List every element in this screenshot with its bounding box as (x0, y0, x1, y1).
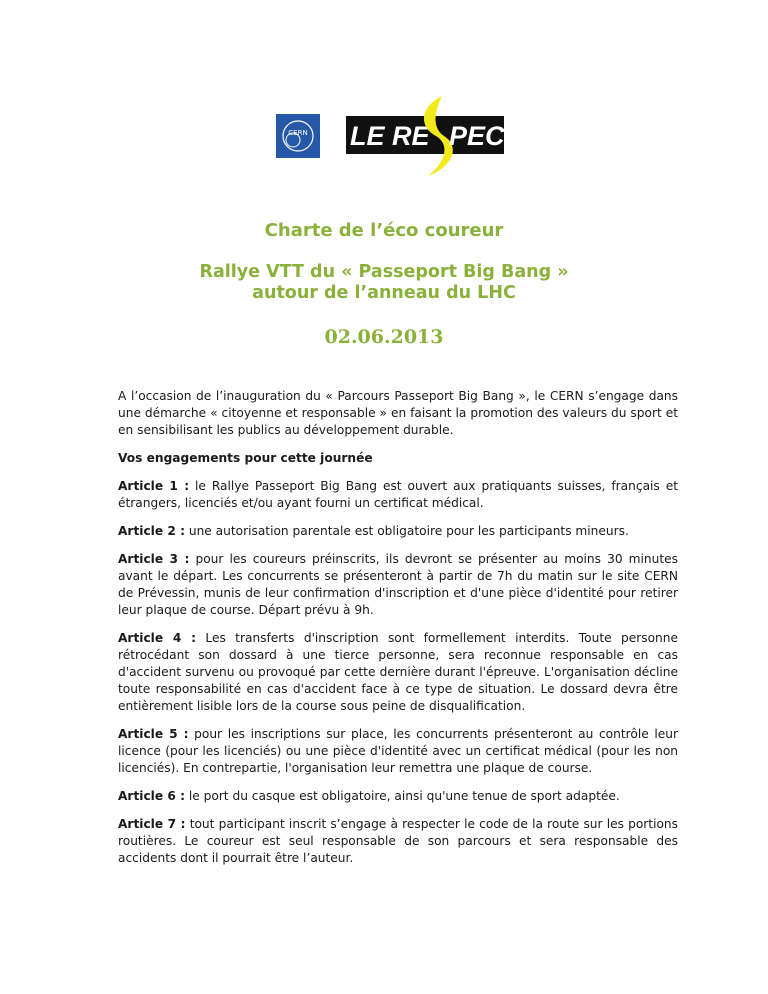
article-text: le Rallye Passeport Big Bang est ouvert aux pratiquants suisses, français et étrangers, licenciés et/ou ayant fourni un certificat médical. (118, 479, 678, 510)
article-text: tout participant inscrit s’engage à respecter le code de la route sur les portions routières. Le coureur est seul responsable de son parcours et sera responsable des accidents dont il pourrait être l’auteur. (118, 817, 678, 865)
article-label: Article 1 : (118, 479, 190, 493)
cern-emblem-icon (279, 117, 317, 155)
article-label: Article 2 : (118, 524, 185, 538)
article-label: Article 4 : (118, 631, 196, 645)
rally-title-line1: Rallye VTT du « Passeport Big Bang » (199, 262, 569, 282)
article-4 (118, 630, 678, 715)
article-text: pour les inscriptions sur place, les concurrents présenteront au contrôle leur licence (pour les licenciés) ou une pièce d'identité avec un certificat médical (pour les non licenciés). En contrepartie, l'organisation leur remettra une plaque de course. (118, 727, 678, 775)
article-2 (118, 523, 678, 540)
engagements-heading: Vos engagements pour cette journée (118, 451, 373, 465)
respect-logo-right: PECT (449, 121, 522, 151)
rally-title-line2: autour de l’anneau du LHC (252, 283, 516, 303)
article-text: une autorisation parentale est obligatoire pour les participants mineurs. (184, 524, 629, 538)
title-block (0, 220, 768, 348)
article-text: Les transferts d'inscription sont formellement interdits. Toute personne rétrocédant son dossard à une tierce personne, sera reconnue responsable en cas d'accident survenu ou provoqué par cette dernière durant l'épreuve. L'organisation décline toute responsabilité en cas d'accident face à ce type de situation. Le dossard devra être entièrement lisible lors de la course sous peine de disqualification. (118, 631, 678, 713)
article-label: Article 3 : (118, 552, 190, 566)
respect-logo-left: LE RE (350, 121, 430, 151)
article-text: le port du casque est obligatoire, ainsi qu'une tenue de sport adaptée. (184, 789, 620, 803)
event-date: 02.06.2013 (324, 326, 444, 348)
charter-title: Charte de l’éco coureur (264, 220, 504, 241)
article-1 (118, 478, 678, 512)
cern-logo (276, 114, 320, 158)
intro-paragraph: A l’occasion de l’inauguration du « Parcours Passeport Big Bang », le CERN s’engage dans une démarche « citoyenne et responsable » en faisant la promotion des valeurs du sport et en sensibilisant les publics au développement durable. (118, 389, 678, 437)
article-6 (118, 788, 678, 805)
article-5 (118, 726, 678, 777)
article-label: Article 6 : (118, 789, 185, 803)
cern-logo-text: CERN (288, 129, 308, 137)
respect-logo (346, 96, 522, 178)
article-label: Article 7 : (118, 817, 186, 831)
logo-bar (0, 96, 768, 186)
document-body (118, 388, 678, 878)
article-7 (118, 816, 678, 867)
article-3 (118, 551, 678, 619)
article-label: Article 5 : (118, 727, 189, 741)
article-text: pour les coureurs préinscrits, ils devront se présenter au moins 30 minutes avant le départ. Les concurrents se présenteront à partir de 7h du matin sur le site CERN de Prévessin, munis de leur confirmation d'inscription et d'une pièce d'identité pour retirer leur plaque de course. Départ prévu à 9h. (118, 552, 678, 617)
